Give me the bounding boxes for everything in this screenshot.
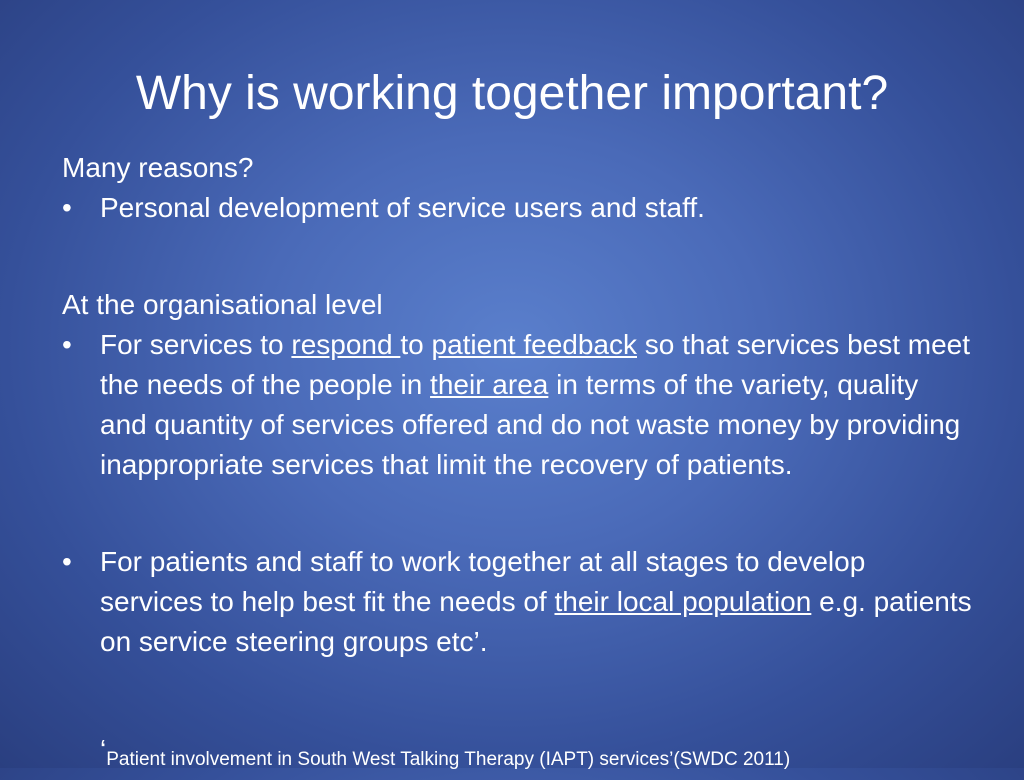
bullet-patients-staff — [62, 542, 972, 662]
bullet-services-respond — [62, 325, 972, 485]
bullet-text: to — [400, 329, 432, 360]
section-heading-organisational: At the organisational level — [62, 289, 383, 320]
spacer — [62, 228, 972, 285]
section-heading-reasons: Many reasons? — [62, 152, 254, 183]
bullet-text: Personal development of service users and staff. — [100, 192, 705, 223]
slide-body — [62, 148, 972, 662]
slide-title: Why is working together important? — [135, 67, 889, 120]
underlined-respond: respond — [291, 329, 401, 360]
bullet-dot-icon: • — [62, 546, 72, 577]
underlined-patient-feedback: patient feedback — [431, 329, 637, 360]
bullet-dot-icon: • — [62, 329, 72, 360]
bullet-text: e.g. patients on service steering groups etc’. — [100, 586, 972, 657]
bullet-text: in terms of the variety, quality and quantity of services offered and do not waste money by providing inappropriate services that limit the recovery of patients. — [100, 369, 961, 480]
spacer — [62, 485, 972, 542]
bullet-text: For patients and staff to work together at all stages to develop services to help best fit the needs of — [100, 546, 866, 617]
underlined-their-area: their area — [430, 369, 549, 400]
footnote-text: Patient involvement in South West Talking Therapy (IAPT) services’(SWDC 2011) — [106, 749, 791, 770]
bullet-dot-icon: • — [62, 192, 72, 223]
underlined-local-population: their local population — [554, 586, 812, 617]
bullet-personal-development — [62, 188, 972, 228]
bullet-text: so that services best meet the needs of the people in — [100, 329, 971, 400]
bullet-text: For services to — [100, 329, 292, 360]
quote-mark: ‘ — [100, 734, 107, 765]
footnote-citation — [100, 736, 790, 780]
